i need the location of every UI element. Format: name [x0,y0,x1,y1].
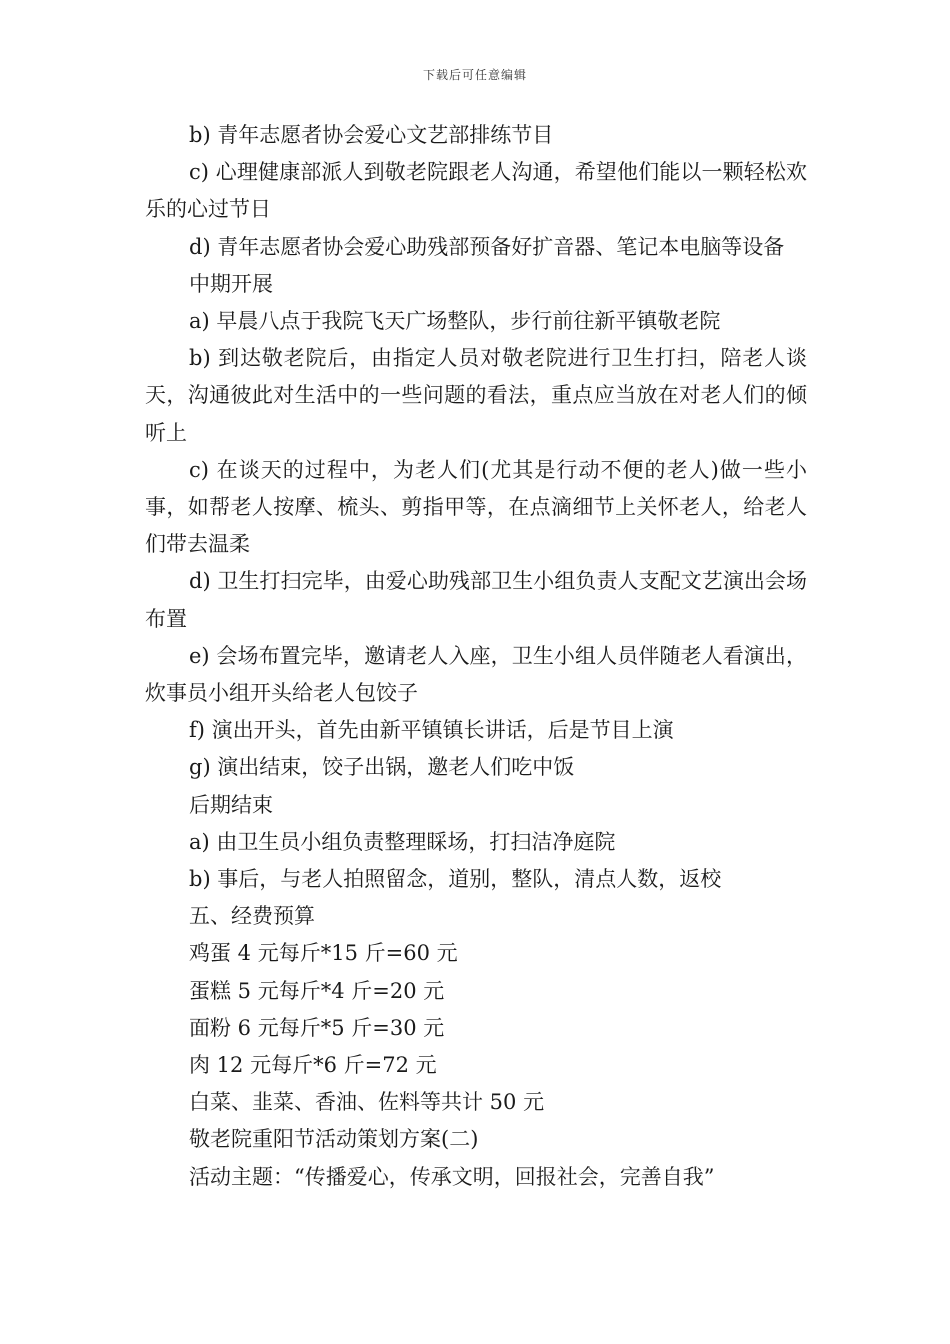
paragraph: c) 心理健康部派人到敬老院跟老人沟通，希望他们能以一颗轻松欢乐的心过节日 [145,160,807,222]
paragraph: d) 青年志愿者协会爱心助残部预备好扩音器、笔记本电脑等设备 [189,234,785,259]
budget-item: 面粉 6 元每斤*5 斤=30 元 [189,1015,445,1040]
paragraph: f) 演出开头，首先由新平镇镇长讲话，后是节目上演 [189,718,674,743]
budget-item: 肉 12 元每斤*6 斤=72 元 [189,1053,437,1078]
paragraph: g) 演出结束，饺子出锅，邀老人们吃中饭 [189,755,575,780]
activity-theme: 活动主题：“传播爱心，传承文明，回报社会，完善自我” [189,1164,715,1189]
paragraph: b) 事后，与老人拍照留念，道别，整队，清点人数，返校 [189,867,722,892]
paragraph: a) 早晨八点于我院飞天广场整队，步行前往新平镇敬老院 [189,309,721,334]
paragraph: a) 由卫生员小组负责整理睬场，打扫洁净庭院 [189,829,616,854]
paragraph: b) 到达敬老院后，由指定人员对敬老院进行卫生打扫，陪老人谈天，沟通彼此对生活中的一些问题的看法，重点应当放在对老人们的倾听上 [145,346,807,445]
budget-item: 鸡蛋 4 元每斤*15 斤=60 元 [189,941,458,966]
paragraph: d) 卫生打扫完毕，由爱心助残部卫生小组负责人支配文艺演出会场布置 [145,569,807,631]
paragraph: e) 会场布置完毕，邀请老人入座，卫生小组人员伴随老人看演出，炊事员小组开头给老人包饺子 [145,643,807,706]
paragraph: b) 青年志愿者协会爱心文艺部排练节目 [189,123,554,147]
document-title: 敬老院重阳节活动策划方案(二) [189,1127,479,1152]
page-header: 下载后可任意编辑 [422,68,527,82]
paragraph: c) 在谈天的过程中，为老人们(尤其是行动不便的老人)做一些小事，如帮老人按摩、梳头、剪指甲等，在点滴细节上关怀老人，给老人们带去温柔 [145,457,807,557]
document-body [145,117,807,1196]
budget-item: 白菜、韭菜、香油、佐料等共计 50 元 [189,1090,545,1115]
section-heading: 五、经费预算 [189,904,315,929]
section-heading: 中期开展 [189,271,273,296]
section-heading: 后期结束 [189,792,273,817]
budget-item: 蛋糕 5 元每斤*4 斤=20 元 [189,978,445,1003]
